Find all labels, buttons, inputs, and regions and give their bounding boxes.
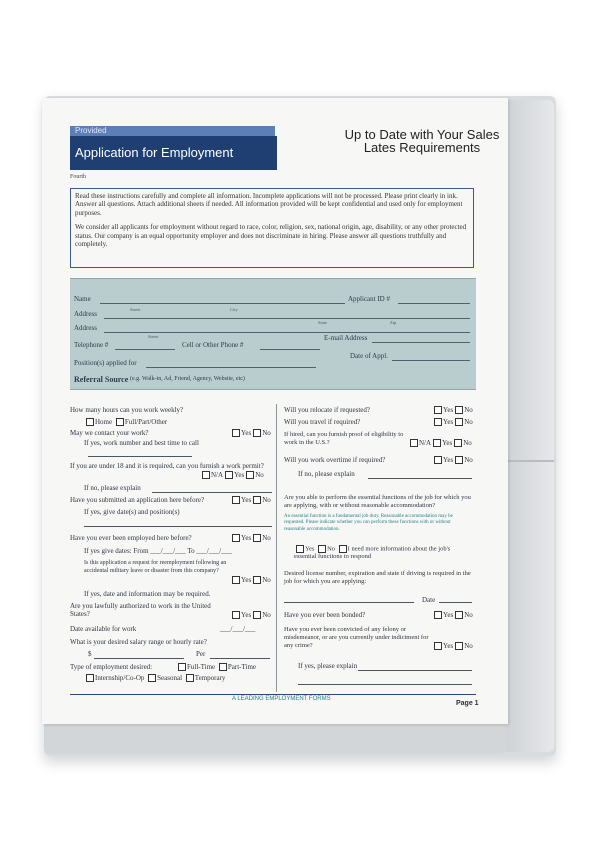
instructions-paragraph-2: We consider all applicants for employment without regard to race, color, religion, sex, national origin, age, disability, or any other protected status. Our company is an equal opportunity employer and does not discriminate in hiring. Please answer all questions truthfully and completely.: [75, 223, 467, 249]
reemployment-question: Is this application a request for reemployment following an accidental military leave or disaster from this company?: [84, 560, 227, 574]
salary-per-field[interactable]: [210, 658, 270, 659]
eligibility-no-checkbox[interactable]: [454, 439, 462, 447]
address2-field[interactable]: [104, 332, 470, 333]
contact-no-checkbox[interactable]: [253, 429, 261, 437]
permit-na-checkbox[interactable]: [202, 471, 210, 479]
overtime-yes-checkbox[interactable]: [434, 456, 442, 464]
employed-no-checkbox[interactable]: [253, 534, 261, 542]
ef-more-info-checkbox[interactable]: [339, 545, 347, 553]
applicant-id-label: Applicant ID #: [348, 295, 390, 303]
overtime-explain-label: If no, please explain: [298, 470, 355, 478]
work-number-field[interactable]: [88, 456, 192, 457]
referral-options: (e.g. Walk-in, Ad, Friend, Agency, Website, etc): [130, 376, 245, 382]
home-option: Home Full/Part/Other: [84, 418, 167, 426]
page-number: Page 1: [456, 700, 479, 707]
header-small-text: Fourth: [70, 174, 87, 180]
bonded-question: Have you ever been bonded?: [284, 611, 366, 619]
zip-sublabel: Zip: [390, 320, 397, 325]
applied-before-options: Yes No: [230, 496, 271, 504]
bonded-no-checkbox[interactable]: [455, 611, 463, 619]
permit-yes-checkbox[interactable]: [225, 471, 233, 479]
footer-rule: [70, 694, 476, 695]
applied-dates-field[interactable]: [84, 526, 272, 527]
eligibility-na-checkbox[interactable]: [410, 439, 418, 447]
overtime-no-checkbox[interactable]: [455, 456, 463, 464]
position-label: Position(s) applied for: [74, 359, 137, 367]
authorized-options: Yes No: [230, 611, 271, 619]
overtime-options: Yes No: [432, 456, 473, 464]
fullpart-checkbox[interactable]: [116, 418, 124, 426]
reemployment-options: Yes No: [230, 576, 271, 584]
referral-label: Referral Source: [74, 375, 129, 384]
travel-yes-checkbox[interactable]: [434, 418, 442, 426]
essential-functions-note: An essential function is a fundamental job duty. Reasonable accommodation may be requested. Please indicate whether you can perform these functions with or without reasonable accommodation.: [284, 514, 453, 532]
convicted-explain-field-2[interactable]: [298, 684, 472, 685]
date-available-field[interactable]: ___/___/___: [220, 625, 256, 633]
date-apply-label: Date of Appl.: [350, 352, 388, 360]
applied-no-checkbox[interactable]: [253, 496, 261, 504]
position-field[interactable]: [146, 367, 316, 368]
column-divider: [276, 404, 277, 692]
application-form-sheet: [42, 98, 508, 724]
reemploy-no-checkbox[interactable]: [253, 576, 261, 584]
city-sublabel: City: [230, 307, 238, 312]
salary-field[interactable]: [94, 658, 184, 659]
relocate-question: Will you relocate if requested?: [284, 406, 371, 414]
employed-before-options: Yes No: [230, 534, 271, 542]
other-phone-label: Cell or Other Phone #: [182, 341, 244, 349]
address-label: Address: [74, 310, 97, 318]
work-number-question: If yes, work number and best time to call: [84, 439, 199, 447]
employed-before-question: Have you ever been employed here before?: [70, 534, 192, 542]
employment-type-options-2: Internship/Co-Op Seasonal Temporary: [84, 674, 225, 682]
street-sublabel: Street: [130, 307, 141, 312]
relocate-no-checkbox[interactable]: [455, 406, 463, 414]
convicted-no-checkbox[interactable]: [455, 642, 463, 650]
work-permit-question: If you are under 18 and it is required, can you furnish a work permit?: [70, 462, 264, 470]
name-label: Name: [74, 295, 91, 303]
travel-options: Yes No: [432, 418, 473, 426]
convicted-yes-checkbox[interactable]: [434, 642, 442, 650]
contact-question: May we contact your work?: [70, 429, 149, 437]
travel-no-checkbox[interactable]: [455, 418, 463, 426]
reemploy-yes-checkbox[interactable]: [232, 576, 240, 584]
applied-yes-checkbox[interactable]: [232, 496, 240, 504]
bonded-options: Yes No: [432, 611, 473, 619]
contact-yes-no: Yes No: [230, 429, 271, 437]
license-date-label: Date: [422, 596, 436, 604]
employment-type-question: Type of employment desired:: [70, 663, 153, 671]
fulltime-checkbox[interactable]: [178, 663, 186, 671]
essential-functions-options: Yes No I need more information about the job's essential functions to respond: [294, 545, 451, 561]
other-phone-field[interactable]: [260, 349, 320, 350]
applied-before-question: Have you submitted an application here before?: [70, 496, 205, 504]
eligibility-options: N/A Yes No: [408, 439, 472, 447]
parttime-checkbox[interactable]: [219, 663, 227, 671]
reemployment-note: If yes, date and information may be required.: [84, 590, 211, 598]
box-side: [506, 100, 554, 752]
email-field[interactable]: [372, 342, 470, 343]
eligibility-question: If hired, can you furnish proof of eligibility to work in the U.S.?: [284, 431, 404, 446]
overtime-question: Will you work overtime if required?: [284, 456, 386, 464]
address-field[interactable]: [104, 318, 470, 319]
applicant-id-field[interactable]: [398, 303, 470, 304]
authorized-yes-checkbox[interactable]: [232, 611, 240, 619]
bonded-yes-checkbox[interactable]: [434, 611, 442, 619]
street-sublabel-2: Street: [148, 334, 159, 339]
personal-info-section: [70, 278, 476, 390]
contact-yes-checkbox[interactable]: [232, 429, 240, 437]
overtime-explain-field[interactable]: [368, 478, 472, 479]
ef-yes-checkbox[interactable]: [296, 545, 304, 553]
box-side-seam: [506, 460, 554, 462]
address2-label: Address: [74, 324, 97, 332]
license-date-field[interactable]: [439, 602, 472, 603]
convicted-explain-label: If yes, please explain: [298, 662, 358, 670]
ef-no-checkbox[interactable]: [318, 545, 326, 553]
convicted-options: Yes No: [432, 642, 473, 650]
form-title: Application for Employment: [70, 136, 277, 170]
essential-functions-question: Are you able to perform the essential functions of the job for which you are applying, with or without reasonable accommodation?: [284, 494, 471, 509]
email-label: E-mail Address: [324, 334, 368, 342]
work-permit-options: N/A Yes No: [200, 471, 264, 479]
date-apply-field[interactable]: [392, 360, 470, 361]
permit-no-checkbox[interactable]: [246, 471, 254, 479]
box-bottom: [44, 724, 506, 754]
authorized-question: Are you lawfully authorized to work in the United States?: [70, 602, 211, 618]
permit-explain-label: If no, please explain: [84, 484, 141, 492]
salary-question: What is your desired salary range or hourly rate?: [70, 638, 207, 646]
travel-question: Will you travel if required?: [284, 418, 361, 426]
form-tagline: Up to Date with Your Sales Lates Requirements: [344, 127, 500, 155]
instructions-box: [70, 188, 474, 268]
salary-per: Per: [196, 650, 206, 658]
internship-checkbox[interactable]: [86, 674, 94, 682]
seasonal-checkbox[interactable]: [148, 674, 156, 682]
temporary-checkbox[interactable]: [186, 674, 194, 682]
state-sublabel: State: [318, 320, 327, 325]
home-checkbox[interactable]: [86, 418, 94, 426]
salary-dollar: $: [88, 650, 92, 658]
convicted-explain-field[interactable]: [358, 670, 472, 671]
telephone-label: Telephone #: [74, 341, 109, 349]
employment-type-options-1: Full-Time Part-Time: [176, 663, 256, 671]
permit-explain-field[interactable]: [152, 492, 272, 493]
name-field[interactable]: [100, 303, 345, 304]
telephone-field[interactable]: [115, 349, 175, 350]
license-field[interactable]: [284, 602, 414, 603]
authorized-no-checkbox[interactable]: [253, 611, 261, 619]
license-question: Desired license number, expiration and state if driving is required in the job for which you are applying:: [284, 570, 471, 585]
relocate-yes-checkbox[interactable]: [434, 406, 442, 414]
employed-yes-checkbox[interactable]: [232, 534, 240, 542]
footer-text: A LEADING EMPLOYMENT FORMS: [232, 696, 331, 702]
hours-question: How many hours can you work weekly?: [70, 406, 184, 414]
instructions-paragraph-1: Read these instructions carefully and complete all information. Incomplete applications will not be processed. Please print clearly in ink. Answer all questions. Attach additional sheets if needed. All information provided will be kept confidential and used only for employment purposes.: [75, 192, 463, 217]
employed-dates-label: If yes give dates: From ___/___/___ To ___/___/___: [84, 547, 232, 555]
date-available-label: Date available for work: [70, 625, 137, 633]
header-tab: Provided: [70, 126, 275, 136]
applied-dates-label: If yes, give date(s) and position(s): [84, 508, 180, 516]
relocate-options: Yes No: [432, 406, 473, 414]
eligibility-yes-checkbox[interactable]: [433, 439, 441, 447]
convicted-question: Have you ever been convicted of any felony or misdemeanor, or are you currently under indictment for any crime?: [284, 626, 429, 649]
